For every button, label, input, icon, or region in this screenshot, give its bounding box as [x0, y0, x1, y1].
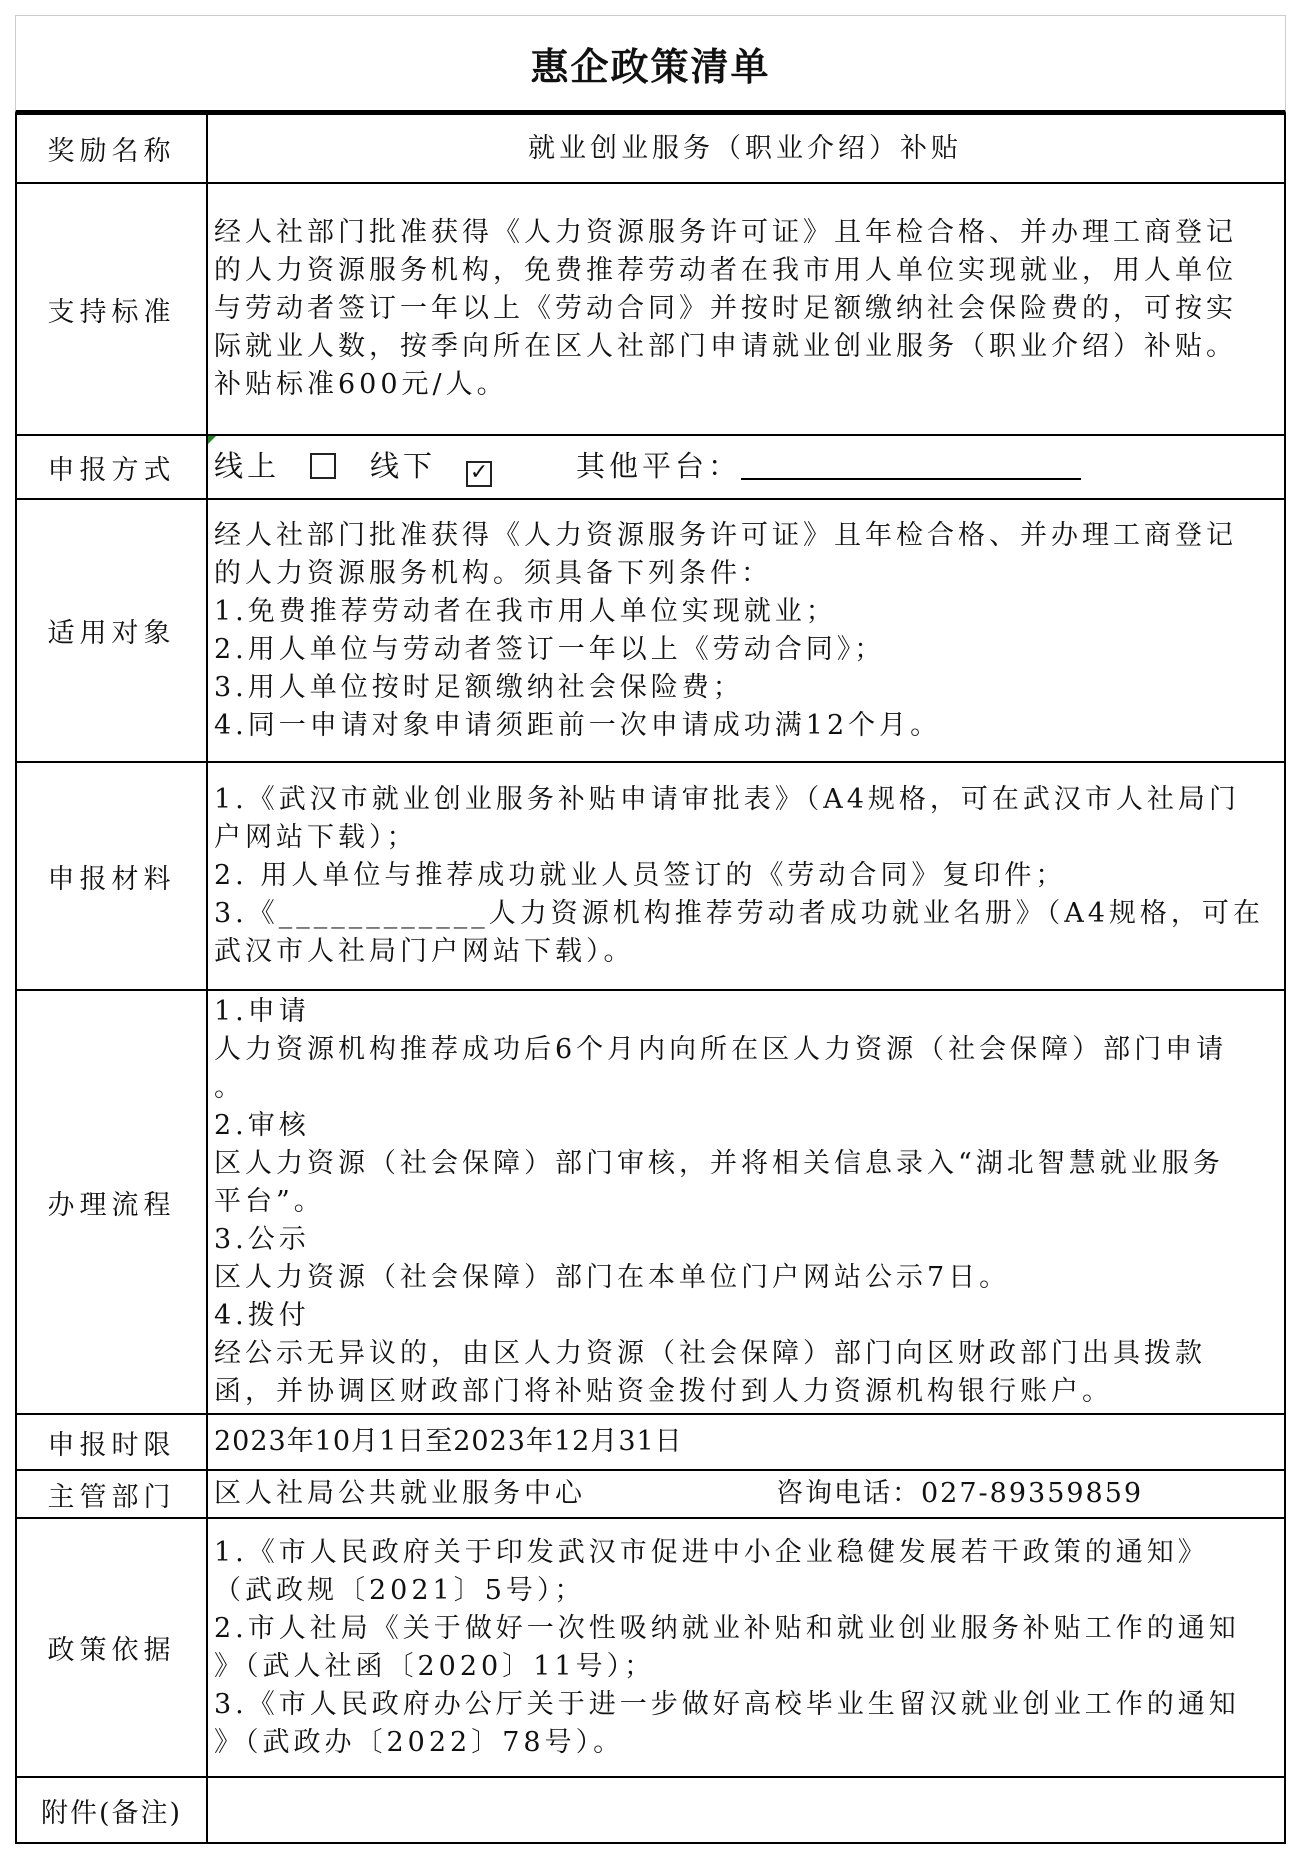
- text-line: 武汉市人社局门户网站下载）。: [214, 936, 635, 967]
- row-process: [16, 990, 1285, 1414]
- department-name: 区人社局公共就业服务中心: [214, 1478, 586, 1509]
- row-basis: [16, 1518, 1285, 1777]
- text-line: 3.用人单位按时足额缴纳社会保险费；: [214, 671, 744, 703]
- value-basis: [207, 1518, 1285, 1777]
- label-method: 申报方式: [16, 435, 207, 499]
- row-materials: [16, 762, 1285, 990]
- text-line: 2.审核: [214, 1110, 310, 1141]
- text-line: 3.《市人民政府办公厅关于进一步做好高校毕业生留汉就业创业工作的通知: [214, 1688, 1240, 1720]
- text-line: 与劳动者签订一年以上《劳动合同》并按时足额缴纳社会保险费的，可按实: [214, 293, 1237, 324]
- text-line: 1.免费推荐劳动者在我市用人单位实现就业；: [214, 595, 837, 627]
- row-period: [16, 1414, 1285, 1470]
- label-period: 申报时限: [16, 1414, 207, 1470]
- value-process: [207, 990, 1285, 1414]
- consult-phone: 咨询电话：027-89359859: [776, 1478, 1144, 1509]
- text-line: 平台”。: [214, 1186, 325, 1217]
- value-department: [207, 1470, 1285, 1518]
- text-line: 2.市人社局《关于做好一次性吸纳就业补贴和就业创业服务补贴工作的通知: [214, 1612, 1240, 1644]
- text-line: 的人力资源服务机构。须具备下列条件：: [214, 557, 772, 589]
- text-line: 经公示无异议的，由区人力资源（社会保障）部门向区财政部门出具拨款: [214, 1338, 1206, 1369]
- row-attachment: [16, 1777, 1285, 1843]
- policy-table: [15, 113, 1286, 1844]
- text-line: 3.《____________人力资源机构推荐劳动者成功就业名册》（A4规格，可在: [214, 898, 1264, 929]
- text-line: （武政规〔2021〕5号）；: [214, 1574, 586, 1606]
- policy-sheet: [15, 15, 1286, 1844]
- checkbox-offline[interactable]: ✓: [466, 461, 492, 487]
- option-offline-label: 线下: [370, 449, 437, 483]
- text-line: 》（武政办〔2022〕78号）。: [214, 1726, 625, 1758]
- text-line: 。: [214, 1072, 245, 1103]
- value-standard: [207, 183, 1285, 435]
- page-title: 惠企政策清单: [15, 15, 1286, 113]
- row-award-name: [16, 114, 1285, 183]
- text-line: 》（武人社函〔2020〕11号）；: [214, 1650, 656, 1682]
- label-basis: 政策依据: [16, 1518, 207, 1777]
- label-target: 适用对象: [16, 499, 207, 762]
- value-method: [207, 435, 1285, 499]
- value-target: [207, 499, 1285, 762]
- label-process: 办理流程: [16, 990, 207, 1414]
- other-platform-label: 其他平台：: [576, 449, 742, 483]
- text-line: 的人力资源服务机构，免费推荐劳动者在我市用人单位实现就业，用人单位: [214, 255, 1237, 286]
- value-award-name: 就业创业服务（职业介绍）补贴: [207, 114, 1285, 183]
- row-method: [16, 435, 1285, 499]
- row-department: [16, 1470, 1285, 1518]
- text-line: 2.用人单位与劳动者签订一年以上《劳动合同》；: [214, 633, 886, 665]
- option-online-label: 线上: [214, 449, 281, 483]
- text-line: 3.公示: [214, 1224, 310, 1255]
- checkbox-online[interactable]: [310, 453, 336, 479]
- text-line: 人力资源机构推荐成功后6个月内向所在区人力资源（社会保障）部门申请: [214, 1034, 1228, 1065]
- value-attachment: [207, 1777, 1285, 1843]
- value-period: 2023年10月1日至2023年12月31日: [207, 1414, 1285, 1470]
- cell-comment-marker: [208, 436, 216, 444]
- text-line: 1.《武汉市就业创业服务补贴申请审批表》（A4规格，可在武汉市人社局门: [214, 784, 1240, 815]
- row-standard: [16, 183, 1285, 435]
- text-line: 补贴标准600元/人。: [214, 369, 508, 400]
- text-line: 1.《市人民政府关于印发武汉市促进中小企业稳健发展若干政策的通知》: [214, 1536, 1209, 1568]
- label-standard: 支持标准: [16, 183, 207, 435]
- text-line: 2. 用人单位与推荐成功就业人员签订的《劳动合同》复印件；: [214, 860, 1067, 891]
- text-line: 经人社部门批准获得《人力资源服务许可证》且年检合格、并办理工商登记: [214, 217, 1237, 248]
- text-line: 际就业人数，按季向所在区人社部门申请就业创业服务（职业介绍）补贴。: [214, 331, 1237, 362]
- other-platform-blank[interactable]: [741, 448, 1081, 480]
- text-line: 户网站下载）；: [214, 822, 418, 853]
- row-target: [16, 499, 1285, 762]
- label-attachment: 附件(备注): [16, 1777, 207, 1843]
- text-line: 4.拨付: [214, 1300, 310, 1331]
- text-line: 4.同一申请对象申请须距前一次申请成功满12个月。: [214, 709, 942, 741]
- text-line: 函，并协调区财政部门将补贴资金拨付到人力资源机构银行账户。: [214, 1376, 1113, 1407]
- text-line: 区人力资源（社会保障）部门在本单位门户网站公示7日。: [214, 1262, 1011, 1293]
- label-award-name: 奖励名称: [16, 114, 207, 183]
- label-materials: 申报材料: [16, 762, 207, 990]
- text-line: 区人力资源（社会保障）部门审核，并将相关信息录入“湖北智慧就业服务: [214, 1148, 1224, 1179]
- value-materials: [207, 762, 1285, 990]
- text-line: 1.申请: [214, 996, 310, 1027]
- text-line: 经人社部门批准获得《人力资源服务许可证》且年检合格、并办理工商登记: [214, 519, 1237, 551]
- label-department: 主管部门: [16, 1470, 207, 1518]
